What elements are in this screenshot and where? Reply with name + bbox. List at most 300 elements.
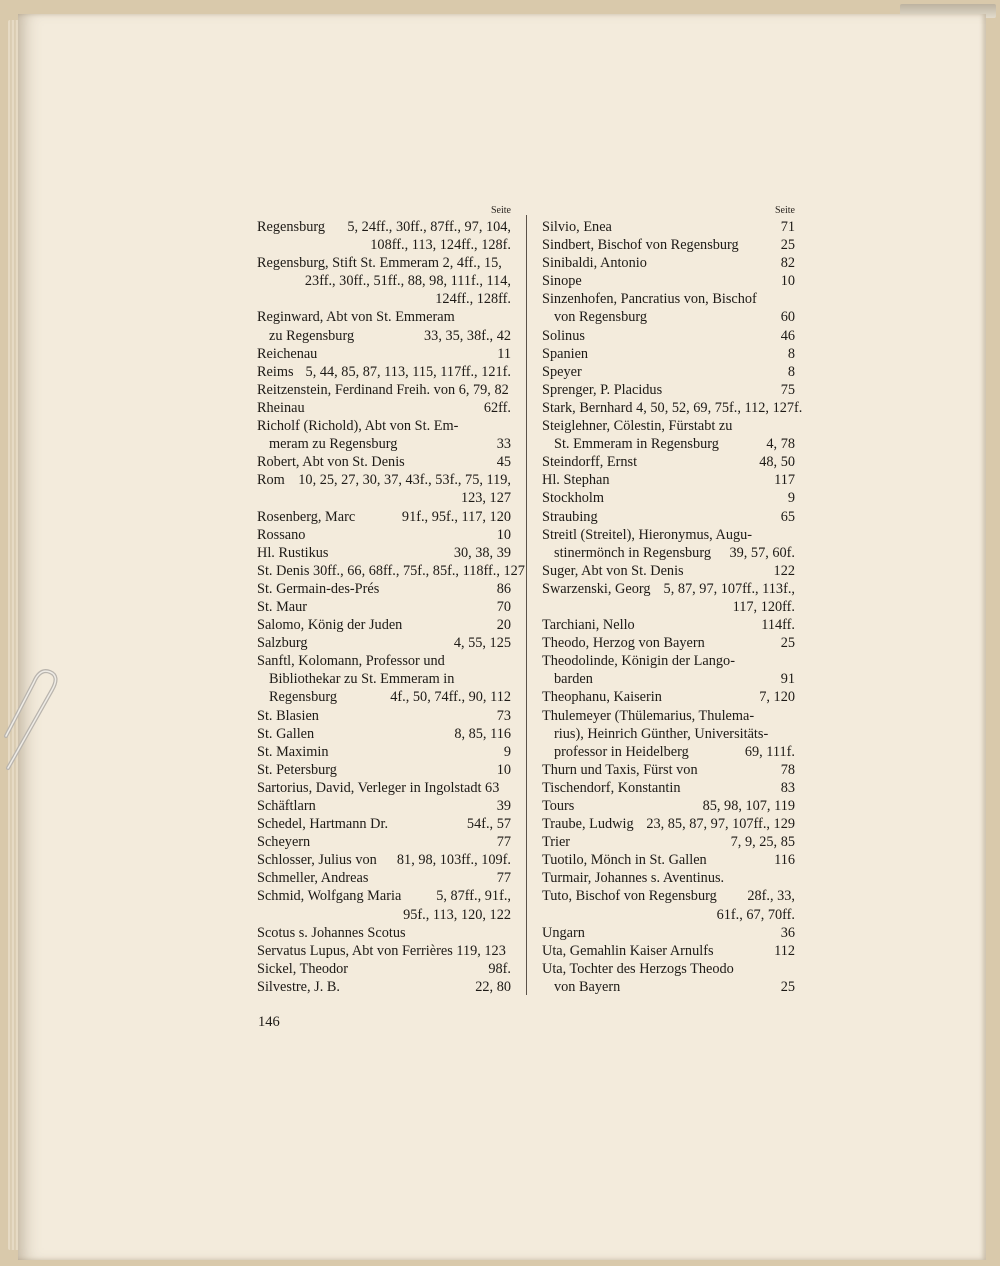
index-term: Schmid, Wolfgang Maria — [257, 888, 402, 905]
index-entry — [542, 688, 795, 706]
index-term: Schäftlarn — [257, 798, 316, 814]
index-term: Uta, Gemahlin Kaiser Arnulfs — [542, 942, 714, 959]
page-references: 8, 85, 116 — [454, 725, 511, 742]
paper-clip-icon — [0, 668, 70, 778]
index-term: Solinus — [542, 327, 585, 344]
page-references: 86 — [496, 580, 511, 597]
index-term: Theophanu, Kaiserin — [542, 689, 662, 706]
index-term: Uta, Tochter des Herzogs Theodo — [542, 960, 734, 977]
index-line — [257, 887, 511, 905]
index-term: Salomo, König der Juden — [257, 617, 403, 634]
index-term: Robert, Abt von St. Denis — [257, 454, 405, 471]
index-line — [542, 833, 795, 851]
index-term: St. Blasien — [257, 707, 319, 724]
index-line — [542, 634, 795, 652]
index-line — [542, 435, 795, 453]
index-line — [257, 725, 511, 743]
index-term: Sindbert, Bischof von Regensburg — [542, 237, 739, 254]
index-line: 124ff., 128ff. — [435, 291, 511, 308]
page-references: 62ff. — [483, 399, 511, 416]
index-line — [542, 887, 795, 905]
index-entry — [542, 218, 795, 236]
index-entry — [257, 544, 511, 562]
page-references: 54f., 57 — [466, 816, 511, 833]
page-references: 9 — [787, 490, 795, 507]
index-entry — [542, 363, 795, 381]
page-references: 83 — [780, 779, 795, 796]
index-term: stinermönch in Regensburg — [554, 544, 711, 561]
index-entry — [257, 707, 511, 725]
index-term: Straubing — [542, 508, 598, 525]
index-term: Sanftl, Kolomann, Professor und — [257, 653, 445, 670]
index-entry — [542, 399, 803, 417]
page-references: 5, 44, 85, 87, 113, 115, 117ff., 121f. — [305, 363, 511, 380]
index-line — [257, 580, 511, 598]
index-entry — [257, 743, 511, 761]
index-line — [257, 942, 511, 960]
index-line — [542, 743, 795, 761]
page-references: 11 — [497, 345, 511, 362]
page-references: 25 — [780, 635, 795, 652]
index-entry — [542, 508, 795, 526]
page-references: 114ff. — [761, 617, 795, 634]
index-entry — [257, 526, 511, 544]
index-term: Hl. Rustikus — [257, 544, 329, 561]
page-references: 117 — [774, 472, 795, 489]
index-entry — [542, 887, 795, 923]
index-term: Swarzenski, Georg — [542, 580, 651, 597]
index-entry — [542, 707, 795, 761]
index-entry — [257, 598, 511, 616]
index-term: St. Germain-des-Prés — [257, 580, 380, 597]
index-term: Reitzenstein, Ferdinand Freih. von 6, 79, 82 — [257, 381, 509, 398]
index-line — [542, 815, 795, 833]
page-references: 82 — [780, 255, 795, 272]
index-line — [257, 598, 511, 616]
page-number: 146 — [258, 1014, 280, 1030]
index-line — [257, 562, 525, 580]
page-references: 5, 24ff., 30ff., 87ff., 97, 104, — [347, 219, 511, 235]
index-line — [542, 779, 795, 797]
page-references: 25 — [780, 237, 795, 254]
index-entry — [542, 381, 795, 399]
index-line — [542, 978, 795, 996]
index-line — [257, 254, 511, 272]
index-line — [542, 960, 795, 978]
index-term: barden — [554, 671, 593, 688]
index-term: Tuotilo, Mönch in St. Gallen — [542, 852, 707, 869]
index-line — [257, 833, 511, 851]
index-entry — [542, 471, 795, 489]
index-term: Sartorius, David, Verleger in Ingolstadt 63 — [257, 779, 500, 796]
page-references: 25 — [780, 978, 795, 995]
index-entry — [542, 815, 795, 833]
index-term: zu Regensburg — [269, 327, 355, 344]
index-line — [542, 272, 795, 290]
index-entry — [257, 761, 511, 779]
index-term: Stockholm — [542, 490, 604, 507]
index-line — [257, 308, 511, 326]
index-line — [257, 652, 511, 670]
page-references: 65 — [780, 508, 795, 525]
index-term: Tischendorf, Konstantin — [542, 779, 681, 796]
index-line — [542, 471, 795, 489]
index-line — [542, 616, 795, 634]
page-references: 81, 98, 103ff., 109f. — [396, 852, 511, 869]
index-entry — [257, 616, 511, 634]
index-term: Reims — [257, 363, 294, 380]
index-term: Sinibaldi, Antonio — [542, 255, 647, 272]
page-references: 4, 78 — [766, 436, 795, 453]
index-line — [542, 453, 795, 471]
index-entry — [257, 833, 511, 851]
index-entry — [542, 526, 795, 562]
index-entry — [542, 489, 795, 507]
index-line — [257, 435, 511, 453]
index-line — [542, 218, 795, 236]
index-line — [257, 453, 511, 471]
index-line — [257, 869, 511, 887]
index-term: Scheyern — [257, 834, 311, 851]
page-references: 20 — [496, 617, 511, 634]
index-entry — [257, 887, 511, 923]
index-line — [257, 797, 511, 815]
index-line — [542, 688, 795, 706]
page-references: 7, 9, 25, 85 — [730, 834, 795, 851]
index-term: Regensburg — [257, 219, 326, 235]
index-entry — [257, 652, 511, 706]
index-term: Theodo, Herzog von Bayern — [542, 635, 705, 652]
index-entry — [542, 652, 795, 688]
page-references: 9 — [503, 743, 511, 760]
index-term: Suger, Abt von St. Denis — [542, 562, 684, 579]
index-term: Regensburg, Stift St. Emmeram 2, 4ff., 15, — [257, 255, 502, 272]
page-references: 116 — [774, 852, 795, 869]
index-entry — [257, 562, 525, 580]
page-references: 48, 50 — [759, 454, 795, 471]
page-references: 91f., 95f., 117, 120 — [401, 508, 511, 525]
index-entry — [542, 254, 795, 272]
index-term: Tours — [542, 798, 575, 814]
page-references: 112 — [774, 942, 795, 959]
index-entry — [542, 942, 795, 960]
index-term: Sinope — [542, 273, 582, 290]
index-term: Ungarn — [542, 924, 585, 941]
index-line — [257, 544, 511, 562]
index-entry — [257, 381, 511, 399]
page-references: 7, 120 — [759, 689, 795, 706]
index-entry — [257, 978, 511, 996]
index-entry — [542, 779, 795, 797]
index-entry — [542, 924, 795, 942]
page-references: 70 — [496, 598, 511, 615]
index-line — [542, 942, 795, 960]
index-line — [257, 815, 511, 833]
index-line — [257, 363, 511, 381]
index-entries — [257, 218, 525, 996]
index-line — [257, 779, 511, 797]
column-divider — [526, 215, 527, 995]
index-term: Schmeller, Andreas — [257, 870, 369, 887]
index-term: rius), Heinrich Günther, Universitäts- — [554, 725, 769, 742]
index-term: Traube, Ludwig — [542, 816, 634, 833]
index-entry — [257, 815, 511, 833]
index-line — [542, 327, 795, 345]
index-line — [257, 471, 511, 489]
index-line — [542, 924, 795, 942]
index-term: St. Maximin — [257, 743, 329, 760]
page-references: 77 — [496, 834, 511, 851]
index-line — [257, 761, 511, 779]
index-line — [257, 960, 511, 978]
page-references: 69, 111f. — [744, 743, 795, 760]
index-line — [542, 526, 795, 544]
index-term: Silvestre, J. B. — [257, 978, 341, 995]
index-line — [257, 345, 511, 363]
page-references: 60 — [780, 309, 795, 326]
index-term: Theodolinde, Königin der Lango- — [542, 653, 735, 670]
page-references: 39 — [496, 798, 511, 814]
index-entry — [257, 869, 511, 887]
index-line — [542, 254, 795, 272]
index-entries — [542, 218, 803, 996]
index-term: Richolf (Richold), Abt von St. Em- — [257, 418, 459, 435]
index-entry — [257, 345, 511, 363]
page-references: 36 — [780, 924, 795, 941]
index-entry — [542, 580, 795, 616]
page-references: 5, 87, 97, 107ff., 113f., — [663, 580, 795, 597]
index-entry — [257, 851, 511, 869]
page-references: 28f., 33, — [747, 888, 795, 905]
index-entry — [542, 327, 795, 345]
index-line — [257, 399, 511, 417]
index-term: Tuto, Bischof von Regensburg — [542, 888, 717, 905]
index-entry — [542, 761, 795, 779]
index-term: von Regensburg — [554, 309, 648, 326]
index-entry — [542, 833, 795, 851]
index-line — [257, 381, 511, 399]
index-term: Tarchiani, Nello — [542, 617, 635, 634]
index-line — [257, 924, 511, 942]
index-entry — [257, 399, 511, 417]
index-line — [257, 327, 511, 345]
index-entry — [257, 924, 511, 942]
index-column-right — [542, 204, 803, 996]
index-entry — [257, 942, 511, 960]
index-line — [542, 562, 795, 580]
page-references: 30, 38, 39 — [453, 544, 511, 561]
index-entry — [257, 254, 511, 308]
index-term: Steiglehner, Cölestin, Fürstabt zu — [542, 418, 733, 435]
index-line — [257, 616, 511, 634]
page-references: 33, 35, 38f., 42 — [424, 327, 511, 344]
index-line: 95f., 113, 120, 122 — [403, 906, 511, 923]
index-term: Reginward, Abt von St. Emmeram — [257, 309, 455, 326]
index-entry — [542, 417, 795, 453]
column-header: Seite — [491, 205, 511, 216]
index-line: 117, 120ff. — [732, 598, 795, 615]
index-line — [257, 707, 511, 725]
index-line: 61f., 67, 70ff. — [716, 906, 795, 923]
index-term: St. Petersburg — [257, 761, 337, 778]
index-line — [257, 417, 511, 435]
index-entry — [542, 453, 795, 471]
index-line — [257, 634, 511, 652]
index-line — [542, 761, 795, 779]
index-entry — [542, 290, 795, 326]
index-line — [257, 508, 511, 526]
page-references: 33 — [496, 436, 511, 453]
index-entry — [257, 218, 511, 254]
index-term: Hl. Stephan — [542, 472, 610, 489]
index-entry — [542, 345, 795, 363]
index-entry — [542, 960, 795, 996]
index-line — [542, 670, 795, 688]
page-references: 10, 25, 27, 30, 37, 43f., 53f., 75, 119, — [298, 472, 511, 489]
page-references: 98f. — [488, 960, 511, 977]
index-term: Sinzenhofen, Pancratius von, Bischof — [542, 291, 757, 308]
page-references: 73 — [496, 707, 511, 724]
index-term: Streitl (Streitel), Hieronymus, Augu- — [542, 526, 753, 543]
index-term: Steindorff, Ernst — [542, 454, 638, 471]
index-entry — [257, 634, 511, 652]
page-references: 46 — [780, 327, 795, 344]
index-entry — [257, 453, 511, 471]
index-entry — [542, 236, 795, 254]
index-line — [542, 580, 795, 598]
index-line — [542, 345, 795, 363]
page-references: 10 — [496, 526, 511, 543]
index-term: St. Maur — [257, 598, 308, 615]
page-references: 78 — [780, 761, 795, 778]
index-term: Sprenger, P. Placidus — [542, 381, 663, 398]
index-term: Reichenau — [257, 345, 318, 362]
index-line: 108ff., 113, 124ff., 128f. — [370, 237, 511, 254]
index-term: Rheinau — [257, 399, 305, 416]
page-references: 75 — [780, 381, 795, 398]
page-references: 4f., 50, 74ff., 90, 112 — [390, 689, 511, 706]
index-entry — [257, 725, 511, 743]
index-line — [542, 544, 795, 562]
index-term: Stark, Bernhard 4, 50, 52, 69, 75f., 112, 127f. — [542, 399, 803, 416]
index-term: Rom — [257, 472, 285, 489]
index-entry — [542, 272, 795, 290]
page-references: 91 — [780, 671, 795, 688]
index-line — [542, 417, 795, 435]
index-line — [257, 978, 511, 996]
index-term: St. Denis 30ff., 66, 68ff., 75f., 85f., 118ff., 127 — [257, 562, 525, 579]
index-entry — [542, 634, 795, 652]
index-term: Silvio, Enea — [542, 219, 612, 235]
index-term: professor in Heidelberg — [554, 743, 689, 760]
index-term: von Bayern — [554, 978, 621, 995]
index-term: Trier — [542, 834, 571, 851]
index-entry — [257, 779, 511, 797]
page-references: 8 — [787, 345, 795, 362]
index-line — [257, 851, 511, 869]
index-term: Regensburg — [269, 689, 338, 706]
index-term: Rossano — [257, 526, 306, 543]
index-entry — [257, 797, 511, 815]
index-entry — [542, 616, 795, 634]
page-references: 39, 57, 60f. — [729, 544, 795, 561]
page-references: 85, 98, 107, 119 — [702, 798, 795, 814]
index-line — [542, 381, 795, 399]
page-references: 5, 87ff., 91f., — [436, 888, 511, 905]
index-entry — [542, 797, 795, 815]
index-entry — [257, 508, 511, 526]
index-entry — [257, 580, 511, 598]
index-entry — [257, 417, 511, 453]
page-references: 71 — [780, 219, 795, 235]
index-term: Spanien — [542, 345, 589, 362]
index-term: Schlosser, Julius von — [257, 852, 377, 869]
page-references: 22, 80 — [475, 978, 511, 995]
index-line — [542, 851, 795, 869]
index-term: Speyer — [542, 363, 582, 380]
index-line: 23ff., 30ff., 51ff., 88, 98, 111f., 114, — [304, 273, 511, 290]
index-line — [542, 707, 795, 725]
page-references: 23, 85, 87, 97, 107ff., 129 — [646, 816, 795, 833]
index-term: Thulemeyer (Thülemarius, Thulema- — [542, 707, 755, 724]
index-line — [257, 526, 511, 544]
index-line — [257, 688, 511, 706]
page-references: 4, 55, 125 — [453, 635, 511, 652]
index-term: St. Gallen — [257, 725, 315, 742]
page-references: 10 — [780, 273, 795, 290]
index-line: 123, 127 — [460, 490, 511, 507]
index-entry — [257, 960, 511, 978]
index-term: Rosenberg, Marc — [257, 508, 356, 525]
index-term: Scotus s. Johannes Scotus — [257, 924, 406, 941]
index-term: meram zu Regensburg — [269, 436, 398, 453]
page-references: 77 — [496, 870, 511, 887]
index-line — [542, 869, 795, 887]
index-line — [542, 290, 795, 308]
index-line — [542, 236, 795, 254]
index-line — [542, 399, 803, 417]
index-term: Bibliothekar zu St. Emmeram in — [269, 671, 455, 688]
index-line — [257, 218, 511, 236]
page-references: 122 — [773, 562, 795, 579]
index-entry — [542, 869, 795, 887]
index-column-left — [257, 204, 525, 996]
index-line — [542, 797, 795, 815]
page-references: 10 — [496, 761, 511, 778]
page-references: 45 — [496, 454, 511, 471]
index-entry — [542, 851, 795, 869]
column-header: Seite — [775, 205, 795, 216]
index-line — [542, 308, 795, 326]
index-line — [542, 652, 795, 670]
index-line — [542, 489, 795, 507]
index-term: Sickel, Theodor — [257, 960, 349, 977]
index-line — [257, 743, 511, 761]
index-term: Servatus Lupus, Abt von Ferrières 119, 123 — [257, 942, 506, 959]
index-term: Schedel, Hartmann Dr. — [257, 816, 389, 833]
index-entry — [257, 471, 511, 507]
index-term: Turmair, Johannes s. Aventinus. — [542, 870, 725, 887]
index-line — [542, 508, 795, 526]
index-term: St. Emmeram in Regensburg — [554, 436, 719, 453]
page-references: 8 — [787, 363, 795, 380]
index-line — [542, 725, 795, 743]
index-entry — [257, 308, 511, 344]
index-entry — [257, 363, 511, 381]
index-term: Salzburg — [257, 635, 308, 652]
index-term: Thurn und Taxis, Fürst von — [542, 761, 698, 778]
index-line — [257, 670, 511, 688]
